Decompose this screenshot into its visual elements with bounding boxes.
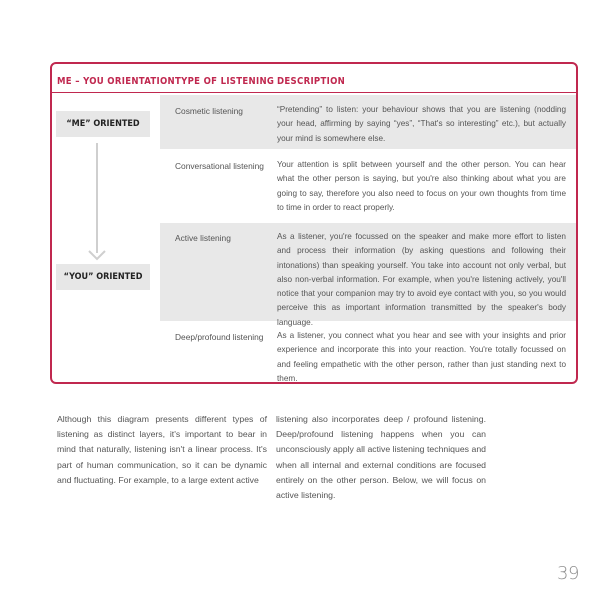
type-cosmetic: Cosmetic listening — [175, 106, 243, 116]
header-divider — [52, 92, 576, 93]
body-paragraph-right: listening also incorporates deep / profound listening. Deep/profound listening happens when you can unconsciously apply all active listening techniques and when all internal and external conditions are focused entirely on the other person. Below, we will focus on active listening. — [276, 414, 486, 501]
arrow-down-icon — [87, 249, 107, 261]
description-cosmetic: “Pretending” to listen: your behaviour shows that you are listening (nodding your head, affirming by saying “yes”, “That's so interesting” etc.), but actually your mind is somewhere else. — [277, 105, 566, 143]
orientation-arrow-shaft — [96, 143, 98, 253]
description-active: As a listener, you're focussed on the speaker and make more effort to listen and process their information (by asking questions and following their intonations) than speaking yourself. You take into account not only verbal, but also non-verbal information. For example, when you're listening actively, you'll notice that your companion may try to avoid eye contact with you, so you would perceive this as important information transmitted by the speaker's body language. — [277, 232, 566, 327]
type-active: Active listening — [175, 233, 231, 243]
page-number: 39 — [557, 563, 579, 584]
table-row — [160, 151, 576, 221]
table-row — [160, 323, 576, 383]
you-oriented-label: “YOU” ORIENTED — [56, 264, 150, 290]
me-oriented-label: “ME” ORIENTED — [56, 111, 150, 137]
header-orientation: ME – YOU ORIENTATION — [57, 76, 176, 87]
body-paragraph-left: Although this diagram presents different types of listening as distinct layers, it's important to bear in mind that naturally, listening isn't a linear process. It's part of human communication, so it can be dynamic and fluctuating. For example, to a large extent active — [57, 414, 267, 485]
type-conversational: Conversational listening — [175, 161, 264, 171]
header-description: DESCRIPTION — [277, 76, 346, 87]
description-deep: As a listener, you connect what you hear and see with your insights and prior experience and incorporate this into your reaction. You're totally focussed on and feeling empathetic with the other person, rather than just standing next to them. — [277, 331, 566, 383]
header-type: TYPE OF LISTENING — [175, 76, 275, 87]
table-row — [160, 223, 576, 327]
type-deep: Deep/profound listening — [175, 332, 264, 342]
table-row — [160, 95, 576, 149]
description-conversational: Your attention is split between yourself and the other person. You can hear what the other person is saying, but you're also thinking about what you are going to say, therefore you also need to focus on your own thoughts from time to time in order to react properly. — [277, 160, 566, 212]
